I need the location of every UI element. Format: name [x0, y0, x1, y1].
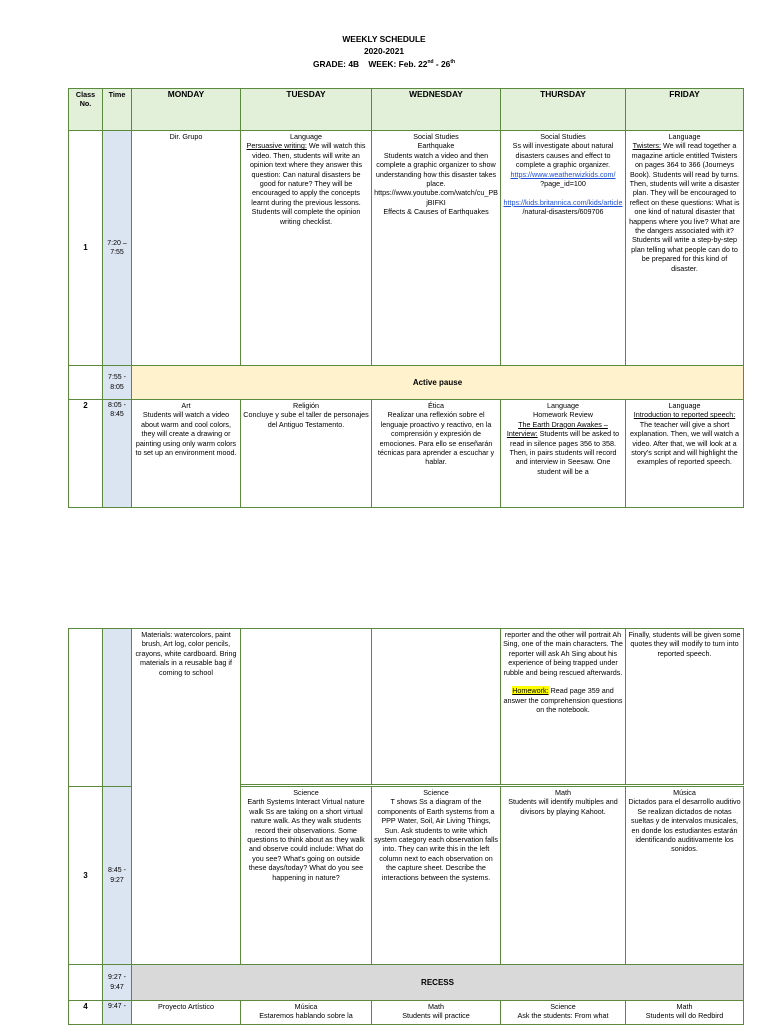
cell-monday — [132, 400, 241, 508]
link-suffix: /natural-disasters/609706 — [522, 207, 604, 217]
homework-label: Homework: — [512, 686, 549, 696]
activity-text: T shows Ss a diagram of the components of Earth systems from a PPP Water, Soil, Air Living Things, Sun. Ask students to write which system category each observation falls into. They can write this in the left column next to each observation on the capture sheet. Describe the interactions between the systems. — [374, 797, 498, 882]
recess-label: RECESS — [132, 965, 744, 1001]
schedule-table-page-1 — [68, 88, 744, 508]
cell-thursday — [501, 1001, 626, 1025]
col-header-class: Class No. — [69, 89, 103, 131]
col-header-monday: MONDAY — [132, 89, 241, 131]
cell-tuesday — [241, 787, 372, 965]
school-year: 2020-2021 — [363, 45, 405, 56]
topic: Introduction to reported speech: — [633, 410, 736, 420]
schedule-title: WEEKLY SCHEDULE — [342, 34, 426, 44]
activity-text: Ask the students: From what — [517, 1011, 609, 1021]
class-number: 4 — [69, 1001, 103, 1025]
active-pause-label: Active pause — [132, 366, 744, 400]
time-slot: 7:20 – 7:55 — [103, 131, 132, 366]
time-slot: 9:47 - — [103, 1001, 132, 1025]
weatherwizkids-link[interactable]: https://www.weatherwizkids.com/ — [510, 169, 616, 179]
activity-text: Students will practice — [402, 1011, 470, 1021]
subject: Language — [668, 401, 701, 410]
subject: Science — [550, 1002, 576, 1011]
cell-monday: Materials: watercolors, paint brush, Art log, color pencils, crayons, white cardboard. Bring materials in a reusable bag if coming to school — [132, 629, 241, 965]
col-header-wednesday: WEDNESDAY — [372, 89, 501, 131]
subject: Language — [547, 401, 579, 410]
cell-tuesday — [241, 131, 372, 366]
col-header-tuesday: TUESDAY — [241, 89, 372, 131]
time-slot: 8:05 - 8:45 — [103, 400, 132, 508]
cell-friday — [626, 787, 744, 965]
video-url: https://www.youtube.com/watch/cu_PBjBIFKI — [374, 188, 498, 207]
col-header-friday: FRIDAY — [626, 89, 744, 131]
col-header-thursday: THURSDAY — [501, 89, 626, 131]
subject: Social Studies — [413, 132, 459, 141]
cell-wednesday — [372, 629, 501, 785]
cell-wednesday — [372, 787, 501, 965]
table-row — [69, 131, 744, 366]
cell-thursday — [501, 131, 626, 366]
activity-text: Realizar una reflexión sobre el lenguaje proactivo y reactivo, en la comprensión y expresión de emociones. Para ello se enseñarán técnicas para aprender a escuchar y hablar. — [377, 410, 495, 467]
time-slot: 9:27 - 9:47 — [103, 965, 132, 1001]
week-label: WEEK: — [368, 58, 397, 69]
cell-friday — [626, 400, 744, 508]
table-row — [69, 1001, 744, 1025]
table-row — [69, 400, 744, 508]
cell-tuesday — [241, 629, 372, 785]
cell-wednesday — [372, 131, 501, 366]
activity-text: Earth Systems Interact Virtual nature walk Ss are taking on a short virtual nature walk. As they walk students record their observations. Some questions to think about as they walk and observe could include: What do you see? What's going on outside these days/today? What do you see happening in nature? — [247, 797, 365, 882]
activity-text: Estaremos hablando sobre la — [259, 1011, 353, 1021]
cell-monday: Proyecto Artístico — [132, 1001, 241, 1025]
cell-thursday — [501, 629, 626, 785]
activity-text: reporter and the other will portrait Ah Sing, one of the main characters. The reporter will ask Ah Sing about his experience of being trapped under rubble and being rescued afterwards. — [503, 630, 623, 677]
class-number: 3 — [69, 787, 103, 965]
cell-friday: Finally, students will be given some quotes they will modify to turn into reported speech. — [626, 629, 744, 785]
grade-label: GRADE: — [312, 58, 346, 69]
cell-thursday — [501, 787, 626, 965]
time-slot: 8:45 - 9:27 — [103, 787, 132, 965]
recess-row — [69, 965, 744, 1001]
subject: Social Studies — [540, 132, 586, 141]
schedule-table-page-2 — [68, 628, 744, 1025]
subject: Math — [428, 1002, 444, 1011]
subject: Ética — [428, 401, 444, 410]
activity-text: Students watch a video and then complete a graphic organizer to show understanding how this disaster takes place. — [375, 150, 497, 189]
class-number: 1 — [69, 131, 103, 366]
subject: Religión — [293, 401, 319, 410]
subject: Math — [676, 1002, 693, 1011]
week-sep: - 26 — [433, 58, 451, 69]
homework-review: Homework Review — [533, 410, 593, 420]
video-note: Effects & Causes of Earthquakes — [383, 207, 489, 217]
subject: Art — [181, 401, 191, 410]
topic: The Earth Dragon Awakes – Interview: — [506, 419, 608, 439]
activity-text: Students will be asked to read in silence pages 356 to 358. Then, in pairs students will record and interview in Seesaw. One student will be a — [509, 429, 620, 476]
cell-thursday — [501, 400, 626, 508]
topic: Persuasive writing: — [246, 141, 307, 151]
subject: Science — [423, 788, 449, 797]
cell-friday — [626, 131, 744, 366]
cell-wednesday — [372, 1001, 501, 1025]
cell-tuesday — [241, 1001, 372, 1025]
cell-tuesday — [241, 400, 372, 508]
activity-text: Students will identify multiples and divisors by playing Kahoot. — [508, 797, 618, 816]
activity-text: Dictados para el desarrollo auditivo Se realizan dictados de notas sueltas y de intervalos musicales, en donde los estudiantes estarán identificando auditivamente los sonidos. — [628, 797, 741, 854]
link-suffix: ?page_id=100 — [540, 179, 586, 189]
class-number: 2 — [69, 400, 103, 508]
cell-monday: Dir. Grupo — [132, 131, 241, 366]
activity-text: The teacher will give a short explanation. Then, we will watch a video. After that, we will look at a story's script and will highlight the examples of reported speech. — [630, 419, 739, 467]
week-start: Feb. 22 — [398, 58, 428, 69]
grade-value: 4B — [348, 58, 360, 69]
cell-wednesday — [372, 400, 501, 508]
activity-text: Students will do Redbird — [645, 1011, 724, 1021]
topic: Earthquake — [417, 141, 455, 151]
week-start-sup: nd — [427, 59, 434, 65]
activity-text: Ss will investigate about natural disasters causes and effect to complete a graphic organizer. — [512, 141, 614, 170]
schedule-header — [0, 34, 768, 70]
britannica-link[interactable]: https://kids.britannica.com/kids/article — [503, 197, 623, 207]
homework-text: Read page 359 and answer the comprehension questions on the notebook. — [503, 686, 623, 715]
subject: Science — [293, 788, 319, 797]
subject: Música — [294, 1002, 318, 1011]
activity-text: We will read together a magazine article entitled Twisters on pages 364 to 366 (Journeys Book). Students will read by turns. Then, students will write a disaster plan. They will be encouraged to reflect on these questions: What is one kind of natural disaster that happens where you live? What are the dangers associated with it? Students will write a step-by-step plan telling what people can do to be prepared for this kind of disaster. — [629, 141, 740, 273]
cell-friday — [626, 1001, 744, 1025]
subject: Math — [555, 788, 571, 797]
table-header-row — [69, 89, 744, 131]
subject: Language — [668, 132, 701, 141]
activity-text: Students will watch a video about warm and cool colors, they will create a drawing or painting using only warm colors to set up an environment mood. — [135, 410, 237, 458]
activity-text: We will watch this video. Then, students will write an opinion text where they answer this question: Can natural disasters be good for nature? They will be encouraged to apply the concepts learnt during the previous lessons. Students will complete the opinion writing checklist. — [249, 141, 366, 226]
col-header-time: Time — [103, 89, 132, 131]
grade-week-line — [0, 57, 768, 70]
time-slot: 7:55 - 8:05 — [103, 366, 132, 400]
activity-text: Concluye y sube el taller de personajes del Antiguo Testamento. — [243, 410, 369, 429]
topic: Twisters: — [632, 141, 661, 151]
table-row-continued — [69, 629, 744, 785]
subject: Language — [290, 132, 322, 141]
active-pause-row — [69, 366, 744, 400]
week-end-sup: th — [450, 59, 456, 65]
subject: Música — [673, 788, 696, 797]
